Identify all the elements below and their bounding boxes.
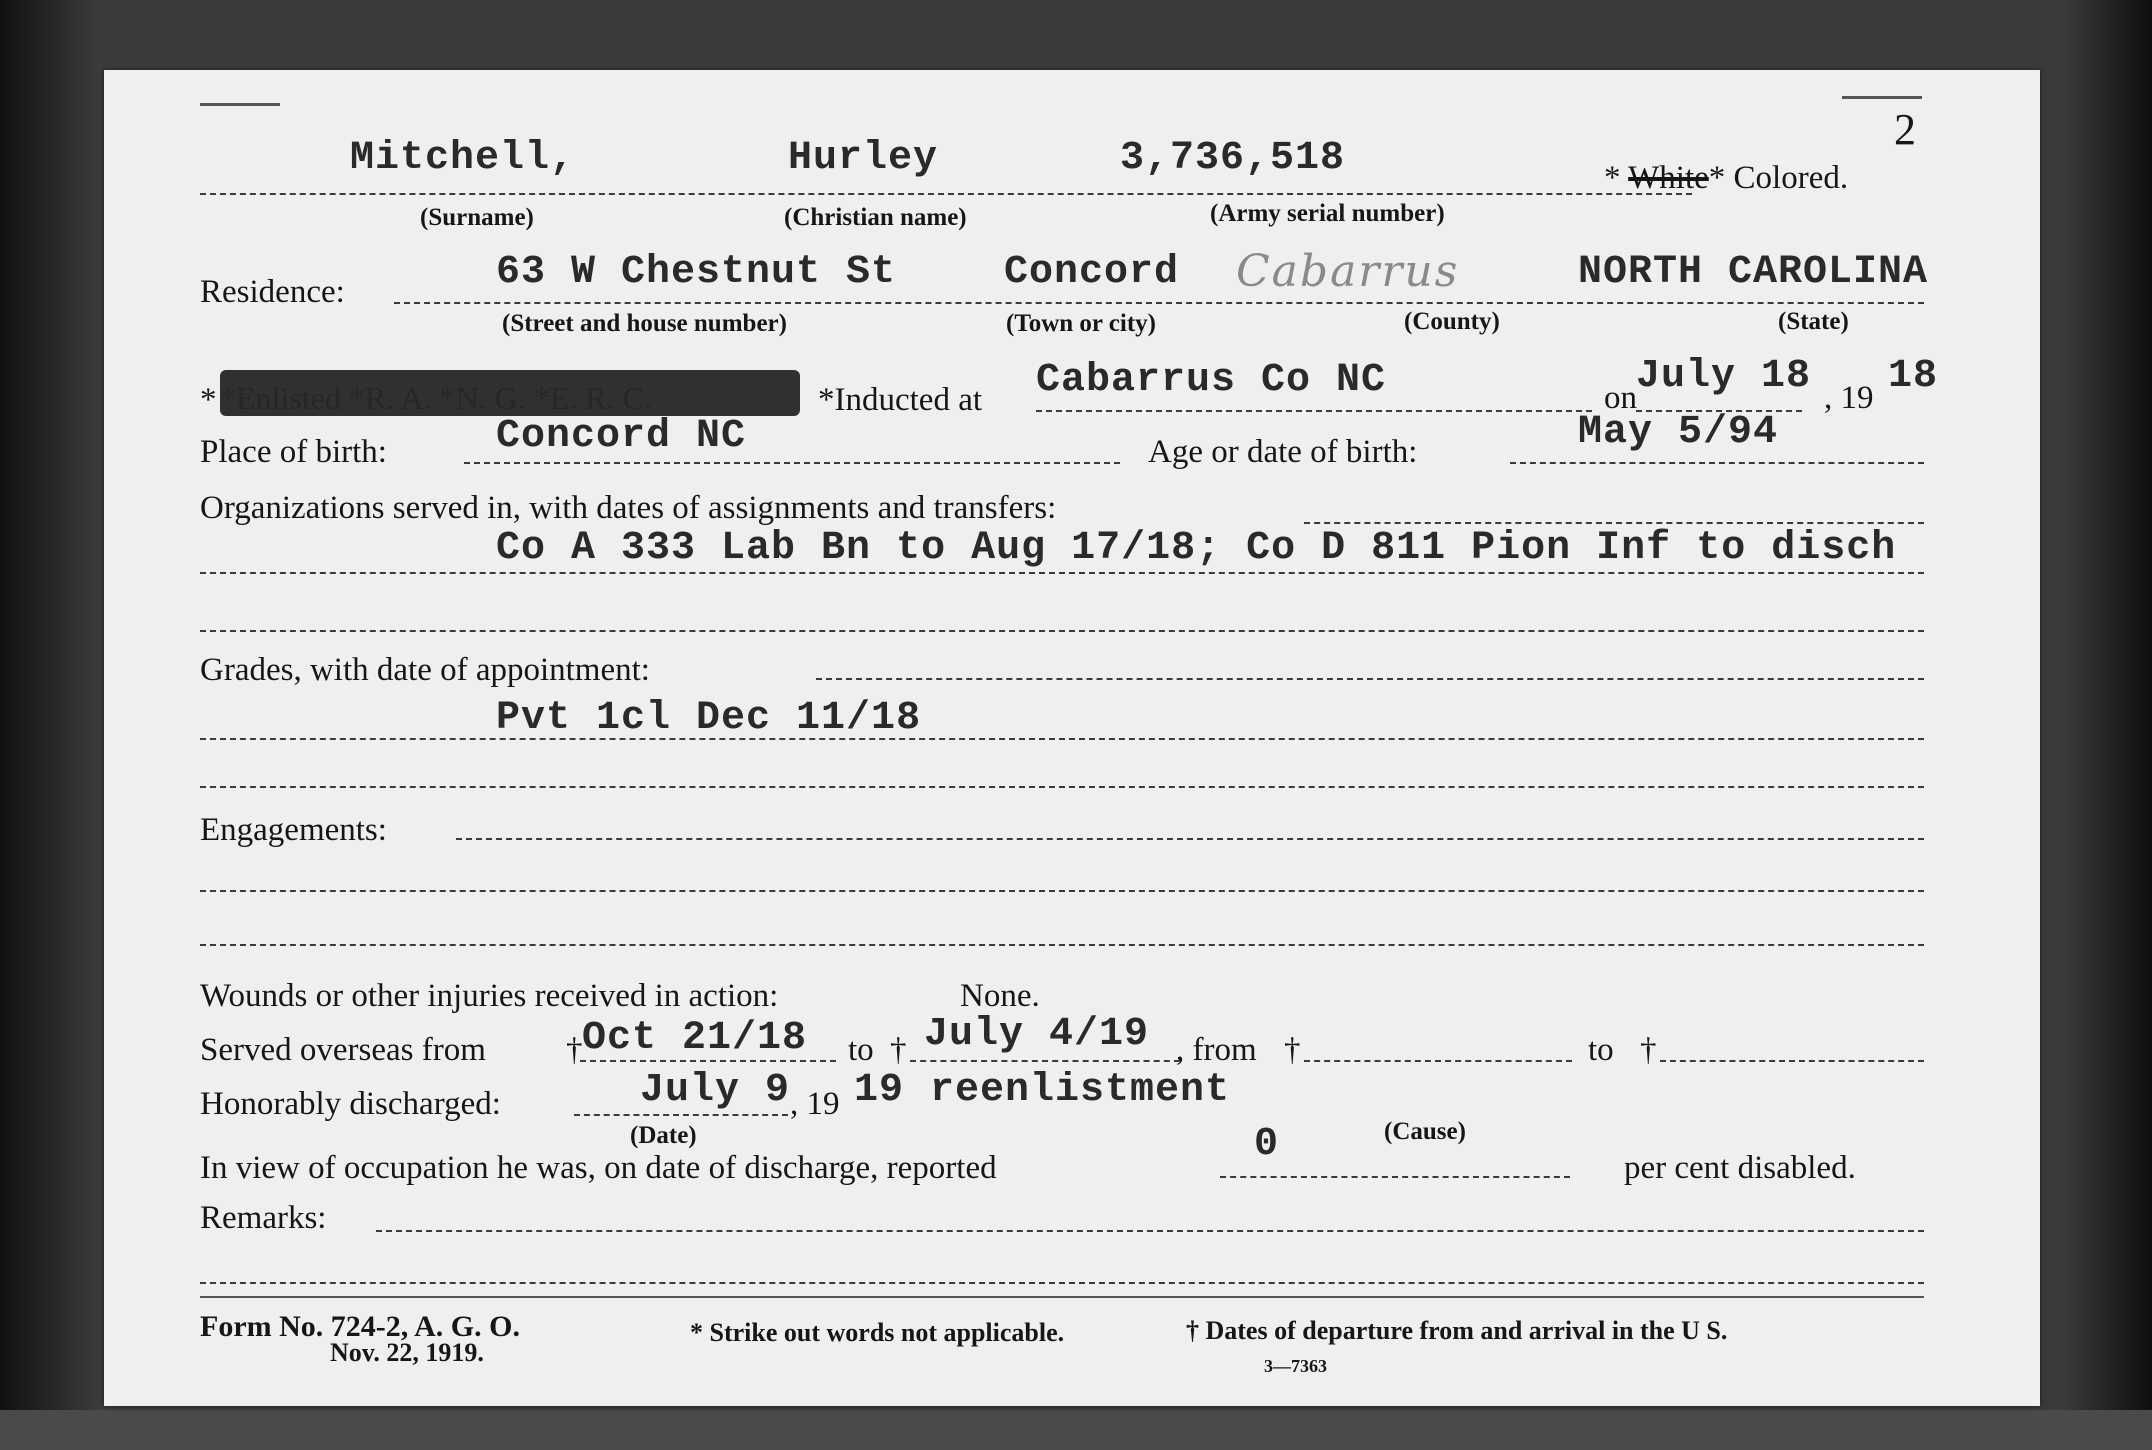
birth-place-value: Concord NC xyxy=(496,414,747,459)
overseas-to2-line xyxy=(1660,1060,1924,1062)
card-number: 2 xyxy=(1894,105,1916,154)
engagements-line-3 xyxy=(200,944,1924,946)
form-date: Nov. 22, 1919. xyxy=(330,1338,484,1367)
service-record-card xyxy=(104,70,2040,1406)
residence-state: NORTH CAROLINA xyxy=(1578,250,1929,295)
caption-christian-name: (Christian name) xyxy=(784,204,967,231)
overseas-to-line xyxy=(910,1060,1180,1062)
caption-surname: (Surname) xyxy=(420,204,534,231)
scan-background-left xyxy=(0,0,100,1450)
grades-line-1 xyxy=(200,738,1924,740)
discharge-year-prefix: , 19 xyxy=(790,1086,840,1122)
residence-label: Residence: xyxy=(200,274,345,310)
disability-line xyxy=(1220,1176,1570,1178)
inducted-year-suffix: 18 xyxy=(1888,354,1939,399)
residence-county: Cabarrus xyxy=(1236,246,1460,297)
race-asterisk-1: * xyxy=(1604,160,1621,196)
inducted-label: *Inducted at xyxy=(818,382,983,418)
overseas-dagger-2: † xyxy=(890,1032,907,1068)
organizations-label: Organizations served in, with dates of assignments and transfers: xyxy=(200,490,1057,526)
inducted-date: July 18 xyxy=(1636,354,1812,399)
redaction-mark xyxy=(220,370,800,416)
overseas-dagger-4: † xyxy=(1640,1032,1657,1068)
residence-line xyxy=(394,302,1924,304)
race-colored: Colored. xyxy=(1733,160,1849,196)
grades-label: Grades, with date of appointment: xyxy=(200,652,650,688)
engagements-line-2 xyxy=(200,890,1924,892)
remarks-label: Remarks: xyxy=(200,1200,327,1236)
birth-place-label: Place of birth: xyxy=(200,434,387,470)
grades-line-2 xyxy=(200,786,1924,788)
caption-discharge-date: (Date) xyxy=(630,1122,697,1149)
caption-army-serial: (Army serial number) xyxy=(1210,200,1445,227)
residence-street: 63 W Chestnut St xyxy=(496,250,897,295)
discharge-cause: reenlistment xyxy=(930,1068,1231,1113)
disability-label: In view of occupation he was, on date of discharge, reported xyxy=(200,1150,997,1186)
army-serial-value: 3,736,518 xyxy=(1120,136,1346,181)
surname-value: Mitchell, xyxy=(350,136,576,181)
race-asterisk-2: * xyxy=(1708,160,1726,196)
caption-street: (Street and house number) xyxy=(502,310,787,337)
top-right-rule xyxy=(1842,96,1922,99)
discharge-date: July 9 xyxy=(640,1068,791,1113)
overseas-dagger-3: † xyxy=(1284,1032,1301,1068)
birth-place-line xyxy=(464,462,1120,464)
organizations-label-line xyxy=(1304,522,1924,524)
grades-label-line xyxy=(816,678,1924,680)
birth-date-line xyxy=(1510,462,1924,464)
disability-suffix: per cent disabled. xyxy=(1624,1150,1856,1186)
organizations-line-2 xyxy=(200,630,1924,632)
engagements-label: Engagements: xyxy=(200,812,387,848)
strike-note: * Strike out words not applicable. xyxy=(690,1318,1065,1347)
engagements-line-1 xyxy=(456,838,1924,840)
overseas-to2-label: to xyxy=(1588,1032,1614,1068)
discharge-year-suffix: 19 xyxy=(854,1068,905,1113)
caption-state: (State) xyxy=(1778,308,1849,335)
wounds-value: None. xyxy=(960,978,1040,1014)
residence-town: Concord xyxy=(1004,250,1180,295)
caption-county: (County) xyxy=(1404,308,1500,335)
name-line xyxy=(200,193,1692,195)
print-code: 3—7363 xyxy=(1264,1356,1327,1376)
inducted-place: Cabarrus Co NC xyxy=(1036,358,1387,403)
overseas-label: Served overseas from xyxy=(200,1032,486,1068)
remarks-line-1 xyxy=(376,1230,1924,1232)
overseas-from2-line xyxy=(1304,1060,1572,1062)
birth-date-label: Age or date of birth: xyxy=(1148,434,1418,470)
christian-name-value: Hurley xyxy=(788,136,939,181)
inducted-line xyxy=(1036,410,1592,412)
organizations-line-1 xyxy=(200,572,1924,574)
top-left-rule xyxy=(200,103,280,106)
enlisted-asterisk: * xyxy=(200,382,217,418)
overseas-dagger-1: † xyxy=(566,1032,583,1068)
discharge-label: Honorably discharged: xyxy=(200,1086,501,1122)
overseas-from-line xyxy=(580,1060,836,1062)
wounds-label: Wounds or other injuries received in action: xyxy=(200,978,779,1014)
scan-background-right xyxy=(2067,0,2152,1450)
race-field xyxy=(1604,160,1848,197)
organizations-value: Co A 333 Lab Bn to Aug 17/18; Co D 811 Pion Inf to disch xyxy=(496,526,1897,571)
dates-note: † Dates of departure from and arrival in the U S. xyxy=(1186,1316,1728,1345)
grades-value: Pvt 1cl Dec 11/18 xyxy=(496,696,922,741)
caption-discharge-cause: (Cause) xyxy=(1384,1118,1466,1145)
overseas-to-label: to xyxy=(848,1032,874,1068)
overseas-from2-label: , from xyxy=(1176,1032,1257,1068)
birth-date-value: May 5/94 xyxy=(1578,410,1779,455)
inducted-on-label: on xyxy=(1604,380,1637,416)
race-white-struck: White xyxy=(1628,160,1709,196)
caption-town: (Town or city) xyxy=(1006,310,1156,337)
discharge-date-line xyxy=(574,1114,788,1116)
footer-rule xyxy=(200,1296,1924,1298)
scan-background-bottom xyxy=(0,1410,2152,1450)
disability-value: 0 xyxy=(1254,1122,1280,1167)
form-number: Form No. 724-2, A. G. O. xyxy=(200,1310,520,1343)
overseas-to-date: July 4/19 xyxy=(924,1012,1150,1057)
remarks-line-2 xyxy=(200,1282,1924,1284)
overseas-from-date: Oct 21/18 xyxy=(582,1016,808,1061)
inducted-year-prefix: , 19 xyxy=(1824,380,1874,416)
